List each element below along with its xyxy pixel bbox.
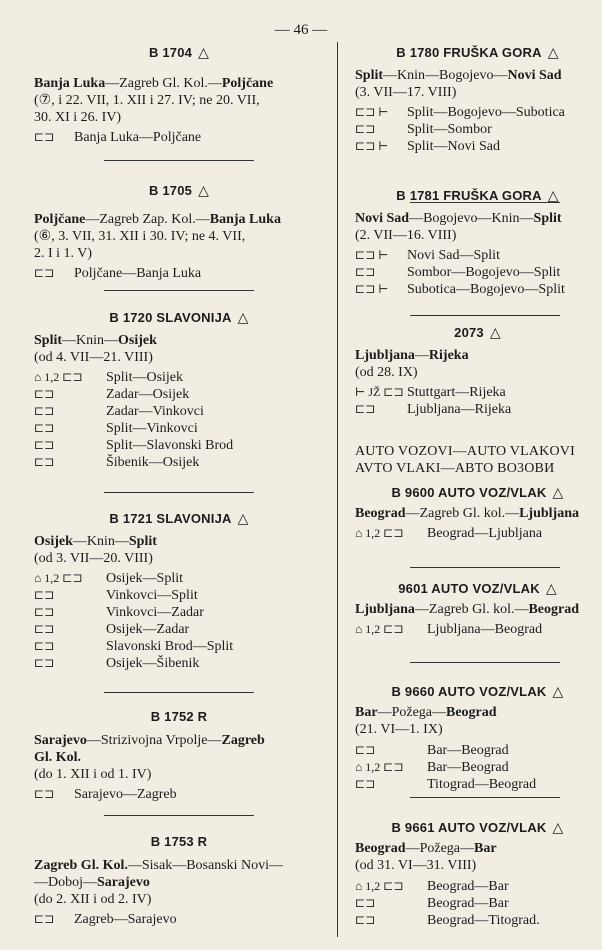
coach-icon: ⊏⊐ bbox=[355, 402, 376, 416]
validity-info: (3. VII—17. VIII) bbox=[355, 85, 457, 100]
validity-info: (⑦, i 22. VII, 1. XII i 27. IV; ne 20. VII, bbox=[34, 93, 260, 108]
service-row: ⊏⊐ Šibenik—Osijek bbox=[34, 455, 200, 470]
route-line: Poljčane—Zagreb Zap. Kol.—Banja Luka bbox=[34, 212, 281, 227]
coach-icon: ⊏⊐ bbox=[34, 404, 55, 418]
service-row: ⊏⊐ Osijek—Šibenik bbox=[34, 656, 200, 671]
service-row: ⊢ JŽ ⊏⊐ Stuttgart—Rijeka bbox=[355, 385, 506, 400]
sleeper-coach-icons: ⌂ 1,2 ⊏⊐ bbox=[355, 760, 404, 774]
route-line: Beograd—Zagreb Gl. kol.—Ljubljana bbox=[355, 506, 580, 521]
validity-info: (2. VII—16. VIII) bbox=[355, 228, 457, 243]
validity-info: 30. XI i 26. IV) bbox=[34, 110, 122, 125]
service-list bbox=[34, 369, 324, 471]
section-title: B 9660 AUTO VOZ/VLAK △ bbox=[391, 683, 564, 699]
coach-icon: ⊏⊐ bbox=[355, 122, 376, 136]
route-line-cont: —Doboj—Sarajevo bbox=[34, 875, 150, 890]
coach-icon: ⊏⊐ bbox=[34, 438, 55, 452]
triangle-icon: △ bbox=[552, 819, 564, 835]
section-title: B 1780 FRUŠKA GORA △ bbox=[396, 44, 559, 60]
section-2073 bbox=[355, 320, 600, 418]
validity-info: (21. VI—1. IX) bbox=[355, 722, 443, 737]
coach-icon: ⊏⊐ bbox=[355, 265, 376, 279]
triangle-icon: △ bbox=[237, 510, 249, 526]
coach-icon: ⊏⊐ bbox=[34, 455, 55, 469]
route-line: Ljubljana—Rijeka bbox=[355, 348, 469, 363]
section-title: B 9600 AUTO VOZ/VLAK △ bbox=[391, 484, 564, 500]
service-row: ⊏⊐ Vinkovci—Split bbox=[34, 588, 198, 603]
coach-icon: ⊏⊐ bbox=[355, 743, 376, 757]
divider bbox=[104, 492, 254, 493]
service-row: ⊏⊐ Split—Vinkovci bbox=[34, 421, 198, 436]
service-row: ⌂ 1,2 ⊏⊐ Beograd—Ljubljana bbox=[355, 526, 543, 541]
section-b1753 bbox=[34, 830, 324, 928]
divider bbox=[410, 567, 560, 568]
validity-info: (do 1. XII i od 1. IV) bbox=[34, 767, 152, 782]
service-row: ⊏⊐ Osijek—Zadar bbox=[34, 622, 190, 637]
route-line: Banja Luka—Zagreb Gl. Kol.—Poljčane bbox=[34, 76, 274, 91]
section-b1720 bbox=[34, 305, 324, 471]
section-title: B 9661 AUTO VOZ/VLAK △ bbox=[391, 819, 564, 835]
service-row: ⊏⊐ ⊢ Novi Sad—Split bbox=[355, 248, 500, 263]
section-title: B 1720 SLAVONIJA △ bbox=[109, 309, 249, 325]
divider bbox=[104, 160, 254, 161]
notice-line: AUTO VOZOVI—AUTO VLAKOVI bbox=[355, 444, 575, 459]
section-b1704 bbox=[34, 40, 324, 146]
section-title: B 1721 SLAVONIJA △ bbox=[109, 510, 249, 526]
service-row: ⊏⊐ Titograd—Beograd bbox=[355, 777, 537, 792]
section-b1705 bbox=[34, 178, 324, 282]
service-row: ⊏⊐ Split—Slavonski Brod bbox=[34, 438, 234, 453]
sleeper-coach-icons: ⌂ 1,2 ⊏⊐ bbox=[355, 879, 404, 893]
route-line: Novi Sad—Bogojevo—Knin—Split bbox=[355, 211, 562, 226]
service-row: ⊏⊐ Poljčane—Banja Luka bbox=[34, 266, 202, 281]
triangle-icon: △ bbox=[198, 182, 210, 198]
divider bbox=[410, 797, 560, 798]
service-list bbox=[355, 104, 600, 155]
service-row: ⊏⊐ ⊢ Split—Bogojevo—Subotica bbox=[355, 105, 565, 120]
service-list bbox=[355, 742, 600, 793]
service-row: ⊏⊐ Zadar—Vinkovci bbox=[34, 404, 204, 419]
column-divider bbox=[337, 42, 338, 937]
coach-sleeper-icons: ⊏⊐ ⊢ bbox=[355, 139, 389, 153]
route-line: Split—Knin—Osijek bbox=[34, 333, 157, 348]
section-title: B 1753 R bbox=[150, 834, 208, 849]
triangle-icon: △ bbox=[237, 309, 249, 325]
section-b1781 bbox=[355, 183, 600, 298]
coach-icon: ⊏⊐ bbox=[34, 266, 55, 280]
validity-info: (od 28. IX) bbox=[355, 365, 418, 380]
coach-sleeper-icons: ⊏⊐ ⊢ bbox=[355, 248, 389, 262]
coach-icon: ⊏⊐ bbox=[34, 605, 55, 619]
section-title: 2073 △ bbox=[454, 324, 501, 340]
notice-line: AVTO VLAKI—ABTO BO3OBИ bbox=[355, 461, 555, 476]
route-line-cont: Gl. Kol. bbox=[34, 750, 82, 765]
validity-info: (od 31. VI—31. VIII) bbox=[355, 858, 477, 873]
triangle-icon: △ bbox=[545, 580, 557, 596]
route-line: Bar—Požega—Beograd bbox=[355, 705, 497, 720]
coach-icon: ⊏⊐ bbox=[34, 787, 55, 801]
route-line: Beograd—Požega—Bar bbox=[355, 841, 497, 856]
service-row: ⊏⊐ Split—Sombor bbox=[355, 122, 492, 137]
divider bbox=[104, 815, 254, 816]
triangle-icon: △ bbox=[552, 484, 564, 500]
service-list bbox=[355, 384, 600, 418]
coach-sleeper-icons: ⊏⊐ ⊢ bbox=[355, 105, 389, 119]
triangle-icon: △ bbox=[198, 44, 210, 60]
service-row: ⊏⊐ Vinkovci—Zadar bbox=[34, 605, 204, 620]
section-b9601 bbox=[355, 576, 600, 638]
section-b1780 bbox=[355, 40, 600, 155]
service-list bbox=[34, 570, 324, 672]
route-line: Ljubljana—Zagreb Gl. kol.—Beograd bbox=[355, 602, 580, 617]
coach-icon: ⊏⊐ bbox=[34, 656, 55, 670]
section-b1721 bbox=[34, 506, 324, 672]
coach-icon: ⊏⊐ bbox=[355, 777, 376, 791]
section-title: B 1752 R bbox=[150, 709, 208, 724]
route-line: Osijek—Knin—Split bbox=[34, 534, 157, 549]
auto-trains-notice bbox=[355, 443, 600, 477]
validity-info: (od 4. VII—21. VIII) bbox=[34, 350, 153, 365]
service-row: ⊏⊐ Ljubljana—Rijeka bbox=[355, 402, 512, 417]
service-row: ⊏⊐ ⊢ Subotica—Bogojevo—Split bbox=[355, 282, 565, 297]
sleeper-coach-icons: ⌂ 1,2 ⊏⊐ bbox=[355, 526, 404, 540]
sleeper-coach-icons: ⌂ 1,2 ⊏⊐ bbox=[34, 370, 83, 384]
divider bbox=[104, 290, 254, 291]
service-row: ⌂ 1,2 ⊏⊐ Osijek—Split bbox=[34, 571, 184, 586]
service-row: ⊏⊐ Zagreb—Sarajevo bbox=[34, 912, 177, 927]
service-row: ⊏⊐ Sarajevo—Zagreb bbox=[34, 787, 177, 802]
route-line: Split—Knin—Bogojevo—Novi Sad bbox=[355, 68, 562, 83]
sleeper-coach-icons: ⊢ JŽ ⊏⊐ bbox=[355, 385, 404, 399]
triangle-icon: △ bbox=[547, 187, 559, 203]
section-title: B 1781 FRUŠKA GORA △ bbox=[396, 187, 559, 203]
service-row: ⊏⊐ Beograd—Titograd. bbox=[355, 913, 540, 928]
coach-sleeper-icons: ⊏⊐ ⊢ bbox=[355, 282, 389, 296]
coach-icon: ⊏⊐ bbox=[34, 622, 55, 636]
service-row: ⊏⊐ Sombor—Bogojevo—Split bbox=[355, 265, 561, 280]
service-list bbox=[355, 247, 600, 298]
coach-icon: ⊏⊐ bbox=[355, 896, 376, 910]
service-row: ⌂ 1,2 ⊏⊐ Bar—Beograd bbox=[355, 760, 509, 775]
validity-info: (do 2. XII i od 2. IV) bbox=[34, 892, 152, 907]
service-row: ⊏⊐ Banja Luka—Poljčane bbox=[34, 130, 202, 145]
service-row: ⊏⊐ Bar—Beograd bbox=[355, 743, 509, 758]
triangle-icon: △ bbox=[547, 44, 559, 60]
coach-icon: ⊏⊐ bbox=[34, 387, 55, 401]
page-number: — 46 — bbox=[274, 22, 328, 38]
section-title: 9601 AUTO VOZ/VLAK △ bbox=[398, 580, 557, 596]
divider bbox=[410, 662, 560, 663]
validity-info: 2. I i 1. V) bbox=[34, 246, 93, 261]
service-row: ⊏⊐ ⊢ Split—Novi Sad bbox=[355, 139, 500, 154]
coach-icon: ⊏⊐ bbox=[34, 130, 55, 144]
section-b9660 bbox=[355, 679, 600, 793]
service-row: ⌂ 1,2 ⊏⊐ Beograd—Bar bbox=[355, 879, 509, 894]
section-b9661 bbox=[355, 815, 600, 929]
coach-icon: ⊏⊐ bbox=[34, 639, 55, 653]
sleeper-coach-icons: ⌂ 1,2 ⊏⊐ bbox=[355, 622, 404, 636]
service-row: ⊏⊐ Zadar—Osijek bbox=[34, 387, 190, 402]
triangle-icon: △ bbox=[489, 324, 501, 340]
service-row: ⌂ 1,2 ⊏⊐ Split—Osijek bbox=[34, 370, 184, 385]
section-title: B 1704 △ bbox=[148, 44, 210, 60]
section-b1752 bbox=[34, 705, 324, 803]
coach-icon: ⊏⊐ bbox=[34, 912, 55, 926]
service-list bbox=[355, 878, 600, 929]
sleeper-coach-icons: ⌂ 1,2 ⊏⊐ bbox=[34, 571, 83, 585]
coach-icon: ⊏⊐ bbox=[34, 588, 55, 602]
route-line: Zagreb Gl. Kol.—Sisak—Bosanski Novi— bbox=[34, 858, 284, 873]
section-b9600 bbox=[355, 480, 600, 542]
section-title: B 1705 △ bbox=[148, 182, 210, 198]
coach-icon: ⊏⊐ bbox=[355, 913, 376, 927]
service-row: ⊏⊐ Beograd—Bar bbox=[355, 896, 509, 911]
validity-info: (od 3. VII—20. VIII) bbox=[34, 551, 153, 566]
validity-info: (⑥, 3. VII, 31. XII i 30. IV; ne 4. VII, bbox=[34, 229, 246, 244]
triangle-icon: △ bbox=[552, 683, 564, 699]
divider bbox=[104, 692, 254, 693]
service-row: ⊏⊐ Slavonski Brod—Split bbox=[34, 639, 234, 654]
route-line: Sarajevo—Strizivojna Vrpolje—Zagreb bbox=[34, 733, 265, 748]
service-row: ⌂ 1,2 ⊏⊐ Ljubljana—Beograd bbox=[355, 622, 543, 637]
divider bbox=[410, 315, 560, 316]
coach-icon: ⊏⊐ bbox=[34, 421, 55, 435]
